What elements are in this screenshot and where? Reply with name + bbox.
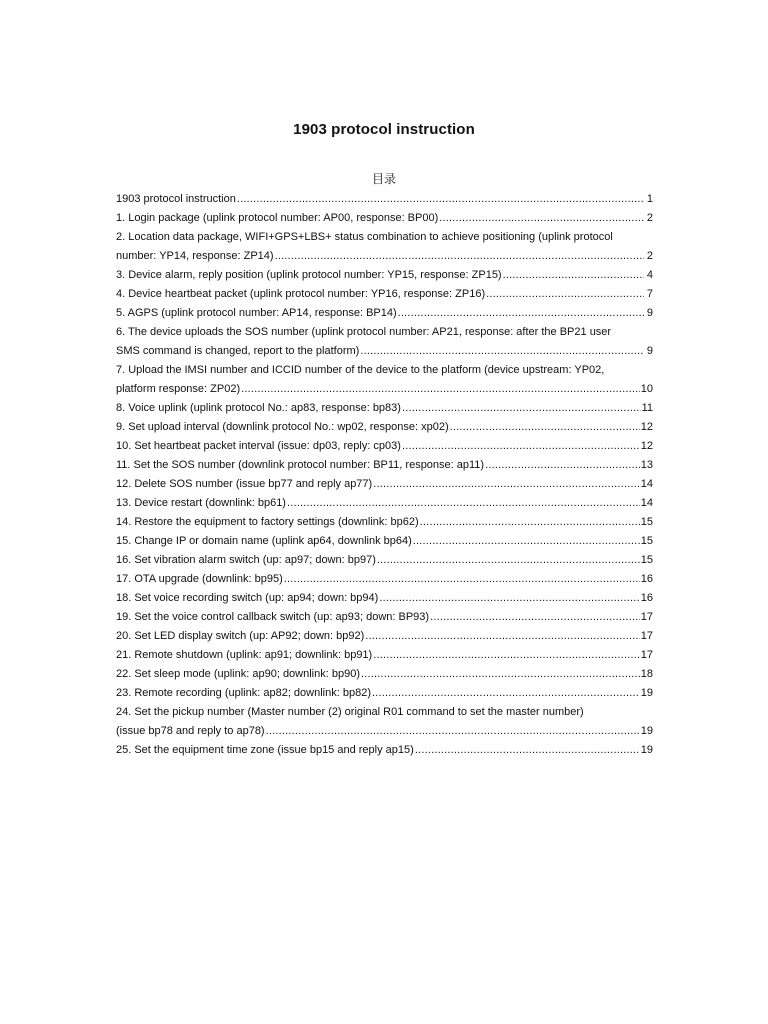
toc-entry-line	[116, 380, 653, 399]
toc-entry[interactable]	[116, 437, 653, 456]
toc-leader-dots	[420, 513, 640, 532]
toc-leader-dots	[361, 665, 640, 684]
toc-entry-line	[116, 608, 653, 627]
toc-leader-dots	[360, 342, 644, 361]
toc-page-number: 17	[640, 649, 653, 661]
toc-page-number: 12	[640, 421, 653, 433]
toc-entry[interactable]	[116, 494, 653, 513]
toc-entry-line	[116, 190, 653, 209]
toc-entry[interactable]	[116, 570, 653, 589]
toc-entry-title: 20. Set LED display switch (up: AP92; down: bp92)	[116, 630, 365, 642]
toc-entry-line	[116, 342, 653, 361]
toc-entry-title: 8. Voice uplink (uplink protocol No.: ap83, response: bp83)	[116, 402, 401, 414]
toc-entry-title: 1903 protocol instruction	[116, 193, 236, 205]
toc-page-number: 1	[646, 193, 653, 205]
toc-leader-dots	[485, 456, 640, 475]
toc-entry-title: 12. Delete SOS number (issue bp77 and reply ap77)	[116, 478, 373, 490]
toc-leader-dots	[415, 741, 640, 760]
toc-entry-line	[116, 646, 653, 665]
toc-entry[interactable]	[116, 627, 653, 646]
toc-entry-title-line: 2. Location data package, WIFI+GPS+LBS+ status combination to achieve positioning (uplink protocol	[116, 231, 613, 243]
toc-page-number: 4	[646, 269, 653, 281]
document-title: 1903 protocol instruction	[293, 121, 475, 138]
toc-entry-title: 22. Set sleep mode (uplink: ap90; downlink: bp90)	[116, 668, 360, 680]
toc-entry-line	[116, 722, 653, 741]
toc-entry[interactable]	[116, 589, 653, 608]
toc-page-number: 9	[646, 345, 653, 357]
toc-entry[interactable]	[116, 703, 653, 741]
toc-entry-title: 1. Login package (uplink protocol number: AP00, response: BP00)	[116, 212, 439, 224]
toc-entry[interactable]	[116, 684, 653, 703]
toc-page-number: 17	[640, 611, 653, 623]
toc-entry-title: 3. Device alarm, reply position (uplink protocol number: YP15, response: ZP15)	[116, 269, 502, 281]
toc-entry-title: 19. Set the voice control callback switch (up: ap93; down: BP93)	[116, 611, 430, 623]
toc-page-number: 19	[640, 725, 653, 737]
toc-entry[interactable]	[116, 665, 653, 684]
toc-entry-line	[116, 456, 653, 475]
toc-entry-line	[116, 266, 653, 285]
toc-entry[interactable]	[116, 646, 653, 665]
toc-entry[interactable]	[116, 399, 653, 418]
toc-leader-dots	[486, 285, 644, 304]
toc-entry[interactable]	[116, 475, 653, 494]
toc-leader-dots	[413, 532, 640, 551]
toc-entry-title-line: 7. Upload the IMSI number and ICCID number of the device to the platform (device upstream: YP02,	[116, 364, 605, 376]
toc-entry[interactable]	[116, 532, 653, 551]
toc-entry-line	[116, 684, 653, 703]
toc-entry-line	[116, 475, 653, 494]
toc-entry-title: number: YP14, response: ZP14)	[116, 250, 274, 262]
toc-entry[interactable]	[116, 551, 653, 570]
toc-leader-dots	[372, 684, 640, 703]
toc-leader-dots	[237, 190, 644, 209]
toc-leader-dots	[402, 437, 640, 456]
toc-page-number: 19	[640, 744, 653, 756]
toc-entry-line	[116, 494, 653, 513]
toc-entry-title-line: 6. The device uploads the SOS number (uplink protocol number: AP21, response: after the BP21 user	[116, 326, 612, 338]
toc-entry-title: 13. Device restart (downlink: bp61)	[116, 497, 286, 509]
toc-page-number: 16	[640, 592, 653, 604]
toc-entry-line	[116, 551, 653, 570]
toc-page-number: 13	[640, 459, 653, 471]
toc-entry-line	[116, 532, 653, 551]
toc-entry-title: SMS command is changed, report to the platform)	[116, 345, 360, 357]
toc-leader-dots	[377, 551, 640, 570]
toc-page-number: 7	[646, 288, 653, 300]
toc-page-number: 9	[646, 307, 653, 319]
toc-entry-line	[116, 513, 653, 532]
toc-page-number: 15	[640, 535, 653, 547]
toc-leader-dots	[379, 589, 639, 608]
toc-entry-title-line: 24. Set the pickup number (Master number (2) original R01 command to set the master number)	[116, 706, 584, 718]
toc-leader-dots	[287, 494, 640, 513]
toc-entry[interactable]	[116, 418, 653, 437]
toc-entry[interactable]	[116, 285, 653, 304]
toc-entry[interactable]	[116, 361, 653, 399]
toc-entry[interactable]	[116, 323, 653, 361]
toc-page-number: 14	[640, 497, 653, 509]
toc-entry-line	[116, 247, 653, 266]
toc-leader-dots	[266, 722, 640, 741]
toc-leader-dots	[373, 475, 640, 494]
toc-page-number: 11	[641, 402, 653, 414]
toc-entry-title: 18. Set voice recording switch (up: ap94; down: bp94)	[116, 592, 379, 604]
toc-leader-dots	[284, 570, 640, 589]
toc-page-number: 15	[640, 554, 653, 566]
toc-entry[interactable]	[116, 190, 653, 209]
toc-page-number: 10	[640, 383, 653, 395]
toc-leader-dots	[275, 247, 644, 266]
toc-page-number: 12	[640, 440, 653, 452]
toc-page-number: 2	[646, 250, 653, 262]
toc-entry-line	[116, 570, 653, 589]
toc-entry-line	[116, 418, 653, 437]
toc-leader-dots	[450, 418, 640, 437]
toc-entry[interactable]	[116, 741, 653, 760]
toc-leader-dots	[373, 646, 640, 665]
toc-entry[interactable]	[116, 513, 653, 532]
toc-leader-dots	[241, 380, 640, 399]
toc-entry-title: 15. Change IP or domain name (uplink ap64, downlink bp64)	[116, 535, 412, 547]
toc-entry-title: 11. Set the SOS number (downlink protocol number: BP11, response: ap11)	[116, 459, 485, 471]
toc-entry-title: 5. AGPS (uplink protocol number: AP14, response: BP14)	[116, 307, 397, 319]
toc-entry[interactable]	[116, 456, 653, 475]
toc-entry-title: (issue bp78 and reply to ap78)	[116, 725, 265, 737]
toc-entry-title: 23. Remote recording (uplink: ap82; downlink: bp82)	[116, 687, 371, 699]
toc-entry-title: platform response: ZP02)	[116, 383, 241, 395]
toc-entry-title: 21. Remote shutdown (uplink: ap91; downlink: bp91)	[116, 649, 373, 661]
toc-leader-dots	[365, 627, 639, 646]
toc-entry-title: 10. Set heartbeat packet interval (issue: dp03, reply: cp03)	[116, 440, 401, 452]
toc-page-number: 14	[640, 478, 653, 490]
toc-entry-title: 16. Set vibration alarm switch (up: ap97; down: bp97)	[116, 554, 376, 566]
toc-leader-dots	[430, 608, 640, 627]
toc-entry-line	[116, 627, 653, 646]
toc-leader-dots	[439, 209, 644, 228]
toc-entry-title: 17. OTA upgrade (downlink: bp95)	[116, 573, 283, 585]
toc-entry-line	[116, 437, 653, 456]
toc-entry-line	[116, 741, 653, 760]
toc-page-number: 15	[640, 516, 653, 528]
toc-page-number: 18	[640, 668, 653, 680]
toc-entry-line	[116, 285, 653, 304]
toc-entry-title: 4. Device heartbeat packet (uplink protocol number: YP16, response: ZP16)	[116, 288, 486, 300]
toc-entry[interactable]	[116, 209, 653, 228]
toc-entry-title: 9. Set upload interval (downlink protocol No.: wp02, response: xp02)	[116, 421, 449, 433]
toc-entry[interactable]	[116, 608, 653, 627]
toc-entry[interactable]	[116, 266, 653, 285]
toc-leader-dots	[398, 304, 644, 323]
toc-page-number: 16	[640, 573, 653, 585]
toc-page-number: 19	[640, 687, 653, 699]
toc-entry-line	[116, 399, 653, 418]
toc-page-number: 2	[646, 212, 653, 224]
toc-leader-dots	[402, 399, 641, 418]
toc-entry[interactable]	[116, 228, 653, 266]
toc-entry-line	[116, 209, 653, 228]
toc-entry-line	[116, 589, 653, 608]
toc-entry-line	[116, 304, 653, 323]
toc-leader-dots	[503, 266, 644, 285]
toc-entry-title: 25. Set the equipment time zone (issue bp15 and reply ap15)	[116, 744, 414, 756]
toc-page-number: 17	[640, 630, 653, 642]
toc-entry-line	[116, 665, 653, 684]
toc-entry-title: 14. Restore the equipment to factory settings (downlink: bp62)	[116, 516, 419, 528]
toc-entry[interactable]	[116, 304, 653, 323]
table-of-contents	[116, 190, 653, 760]
toc-heading: 目录	[371, 172, 396, 186]
